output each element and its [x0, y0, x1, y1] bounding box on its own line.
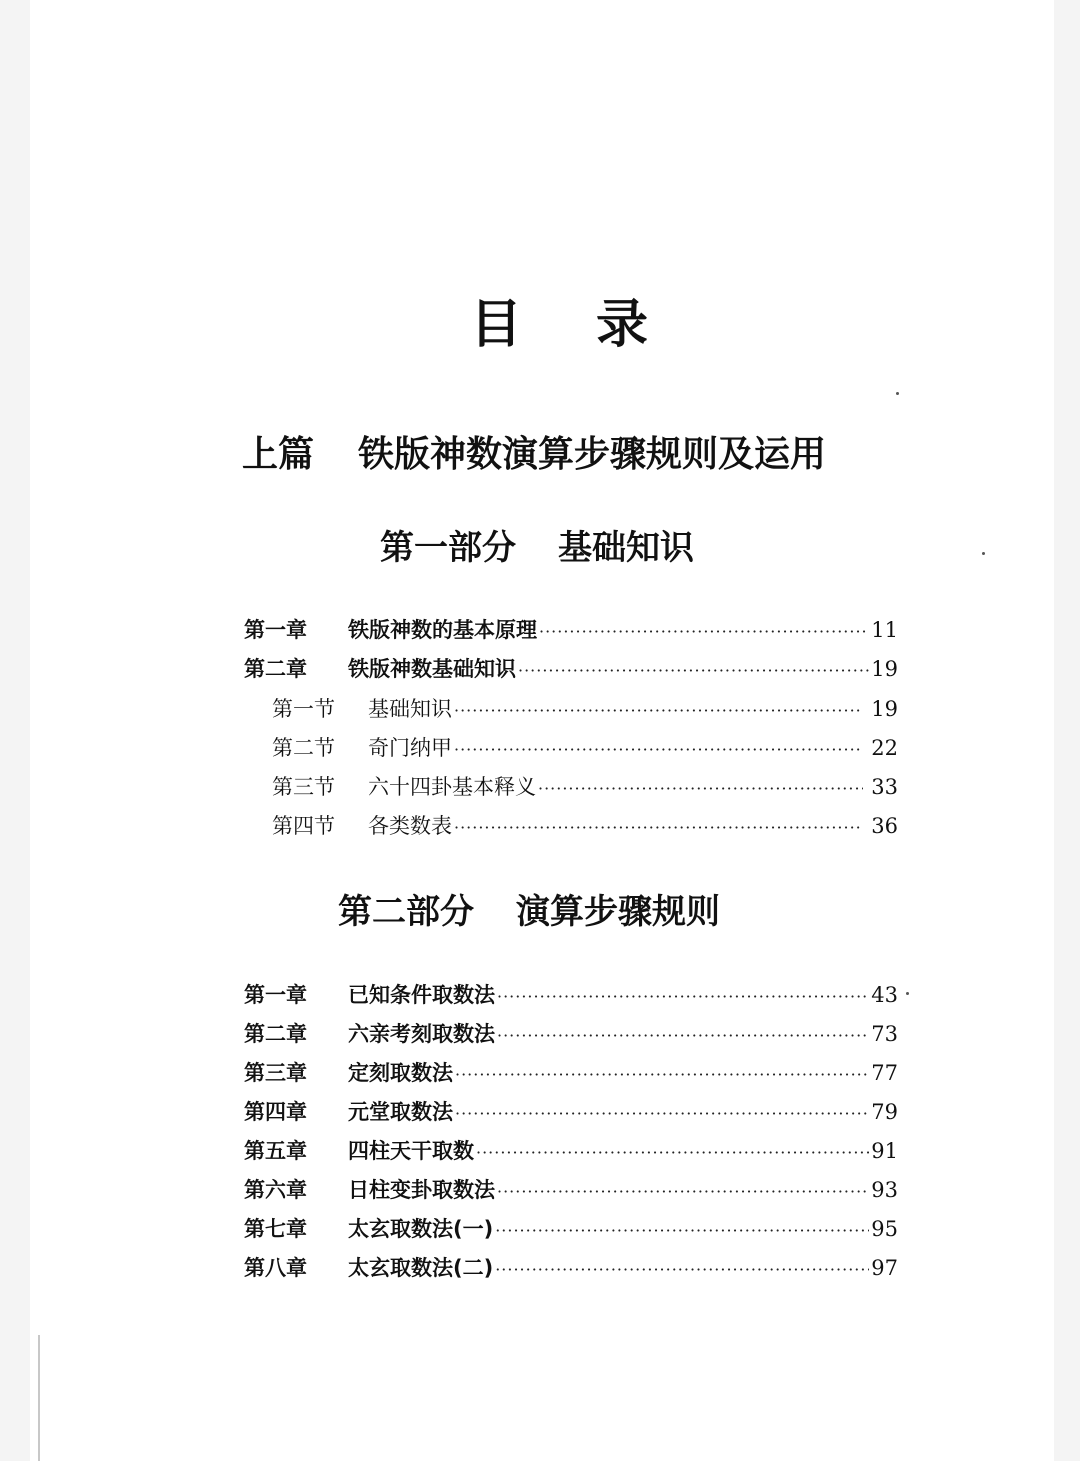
toc-entry-page-number: 97	[871, 1256, 898, 1280]
page-title	[470, 282, 648, 357]
dot-leader	[454, 735, 863, 765]
toc-entry-number: 第二章	[244, 657, 307, 681]
toc-entry-page-number: 19	[871, 697, 898, 721]
toc-entry-title: 奇门纳甲	[368, 736, 452, 760]
toc-entry	[244, 1097, 898, 1127]
toc-entry-number: 第四节	[272, 814, 335, 838]
toc-entry-page-number: 36	[871, 814, 898, 838]
section-label: 第一部分	[380, 528, 516, 568]
toc-entry	[244, 615, 898, 645]
part-name: 铁版神数演算步骤规则及运用	[358, 434, 827, 475]
toc-entry	[244, 1136, 898, 1166]
toc-entry-page-number: 19	[871, 657, 898, 681]
toc-entry-number: 第六章	[244, 1178, 307, 1202]
section-heading-2	[338, 884, 720, 933]
dot-leader	[455, 1060, 869, 1090]
toc-entry-number: 第二节	[272, 736, 335, 760]
scan-speck	[982, 552, 985, 555]
toc-entry-page-number: 79	[871, 1100, 898, 1124]
title-char-2: 录	[596, 295, 649, 355]
toc-entry-page-number: 22	[871, 736, 898, 760]
toc-entry	[272, 772, 898, 802]
toc-entry-number: 第一章	[244, 983, 307, 1007]
section-heading-1	[380, 520, 694, 569]
toc-entry	[272, 733, 898, 763]
dot-leader	[476, 1138, 869, 1168]
part-label: 上篇	[242, 434, 315, 475]
dot-leader	[497, 1021, 869, 1051]
toc-entry-page-number: 11	[871, 618, 898, 642]
toc-entry-page-number: 95	[871, 1217, 898, 1241]
toc-entry-title: 六十四卦基本释义	[368, 775, 536, 799]
section-label: 第二部分	[338, 892, 474, 932]
toc-entry-title: 定刻取数法	[348, 1061, 453, 1085]
toc-entry	[244, 980, 898, 1010]
toc-entry-page-number: 73	[871, 1022, 898, 1046]
toc-entry-title: 太玄取数法(一)	[348, 1217, 494, 1241]
toc-entry-title: 日柱变卦取数法	[348, 1178, 495, 1202]
toc-entry-page-number: 33	[871, 775, 898, 799]
toc-entry-number: 第三章	[244, 1061, 307, 1085]
toc-entry-number: 第一节	[272, 697, 335, 721]
toc-entry-title: 已知条件取数法	[348, 983, 495, 1007]
toc-entry-title: 太玄取数法(二)	[348, 1256, 494, 1280]
section-name: 演算步骤规则	[516, 892, 720, 932]
scan-speck	[896, 392, 899, 395]
toc-entry-title: 六亲考刻取数法	[348, 1022, 495, 1046]
toc-entry-title: 四柱天干取数	[348, 1139, 474, 1163]
part-heading	[242, 426, 826, 477]
toc-entry-title: 铁版神数的基本原理	[348, 618, 537, 642]
toc-entry-page-number: 43	[871, 983, 898, 1007]
page-edge-line	[38, 1335, 40, 1461]
toc-entry-page-number: 93	[871, 1178, 898, 1202]
toc-entry	[272, 811, 898, 841]
scan-speck	[906, 992, 909, 995]
section-name: 基础知识	[558, 528, 694, 568]
toc-entry	[244, 1175, 898, 1205]
toc-entry	[244, 654, 898, 684]
toc-entry-page-number: 77	[871, 1061, 898, 1085]
title-char-1: 目	[470, 295, 523, 355]
dot-leader	[518, 656, 869, 686]
dot-leader	[495, 1216, 869, 1246]
dot-leader	[495, 1255, 869, 1285]
dot-leader	[539, 617, 869, 647]
dot-leader	[454, 696, 863, 726]
dot-leader	[497, 982, 869, 1012]
toc-entry	[272, 694, 898, 724]
toc-entry-number: 第七章	[244, 1217, 307, 1241]
toc-entry-number: 第四章	[244, 1100, 307, 1124]
toc-entry	[244, 1253, 898, 1283]
toc-entry	[244, 1019, 898, 1049]
toc-entry-number: 第二章	[244, 1022, 307, 1046]
toc-entry-number: 第八章	[244, 1256, 307, 1280]
toc-entry	[244, 1058, 898, 1088]
book-page	[30, 0, 1054, 1461]
toc-entry-title: 各类数表	[368, 814, 452, 838]
toc-entry-page-number: 91	[871, 1139, 898, 1163]
toc-entry-title: 元堂取数法	[348, 1100, 453, 1124]
toc-entry-number: 第三节	[272, 775, 335, 799]
dot-leader	[455, 1099, 869, 1129]
toc-entry-number: 第一章	[244, 618, 307, 642]
dot-leader	[454, 813, 863, 843]
dot-leader	[497, 1177, 869, 1207]
toc-entry-title: 基础知识	[368, 697, 452, 721]
toc-entry-title: 铁版神数基础知识	[348, 657, 516, 681]
toc-entry-number: 第五章	[244, 1139, 307, 1163]
dot-leader	[538, 774, 863, 804]
toc-entry	[244, 1214, 898, 1244]
